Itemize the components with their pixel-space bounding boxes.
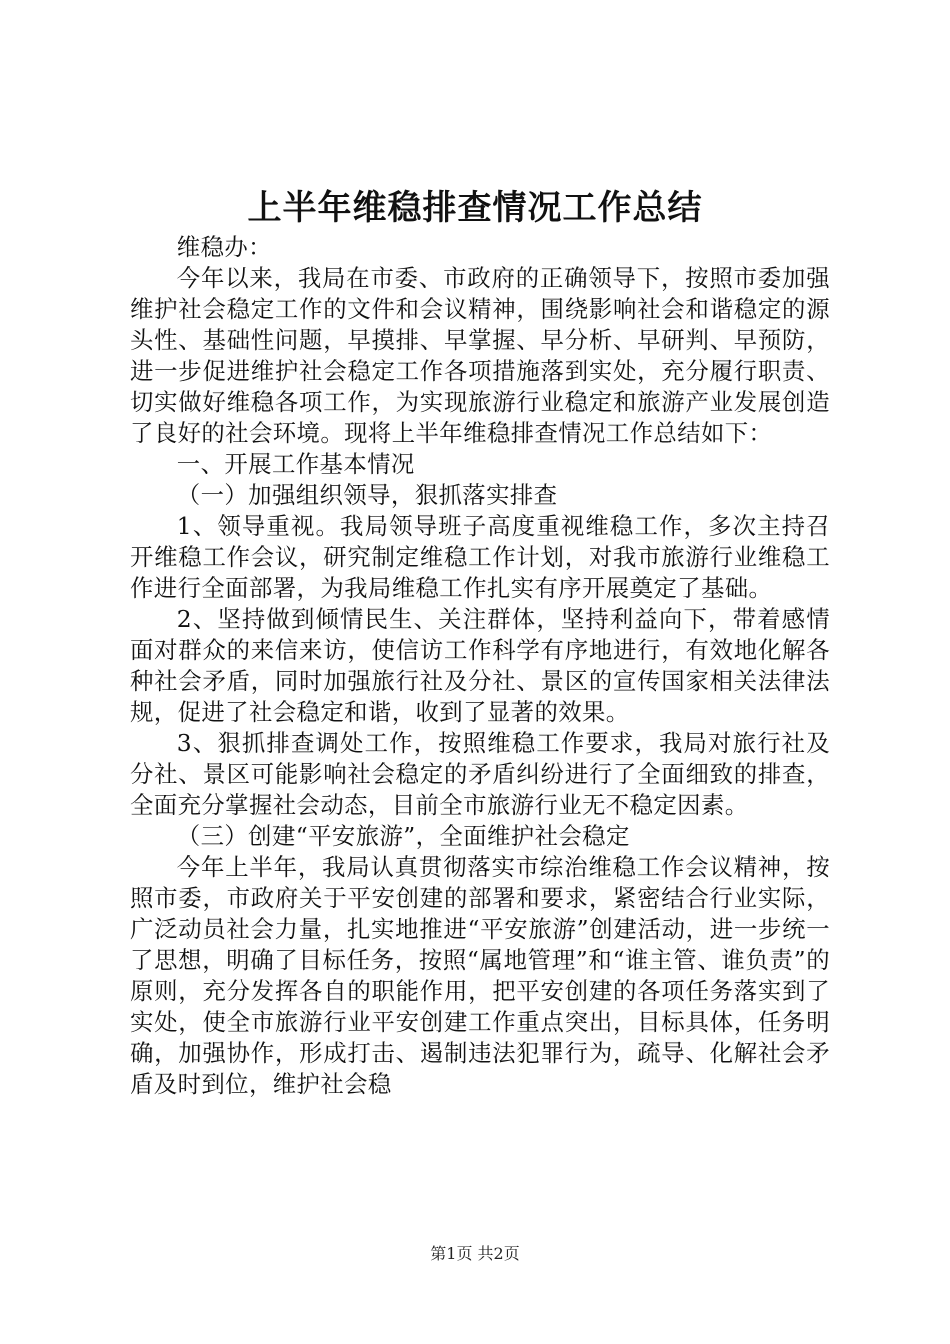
subsection-heading-3: （三）创建“平安旅游”，全面维护社会稳定: [176, 822, 630, 850]
subsection-heading-1: （一）加强组织领导，狠抓落实排查: [176, 481, 558, 509]
paragraph-intro: 今年以来，我局在市委、市政府的正确领导下，按照市委加强维护社会稳定工作的文件和会议精神，围绕影响社会和谐稳定的源头性、基础性问题，早摸排、早掌握、早分析、早研判、早预防，进一步促进维护社会稳定工作各项措施落到实处，充分履行职责、切实做好维稳各项工作，为实现旅游行业稳定和旅游产业发展创造了良好的社会环境。现将上半年维稳排查情况工作总结如下：: [130, 264, 830, 447]
document-body: [130, 232, 830, 1100]
section-heading-1: 一、开展工作基本情况: [176, 450, 415, 478]
page-footer: 第1页 共2页: [430, 1244, 520, 1263]
paragraph-addressee: 维稳办：: [176, 233, 272, 261]
document-title: 上半年维稳排查情况工作总结: [247, 188, 703, 228]
paragraph-safe-tourism: 今年上半年，我局认真贯彻落实市综治维稳工作会议精神，按照市委，市政府关于平安创建的部署和要求，紧密结合行业实际，广泛动员社会力量，扎实地推进“平安旅游”创建活动，进一步统一了思想，明确了目标任务，按照“属地管理”和“谁主管、谁负责”的原则，充分发挥各自的职能作用，把平安创建的各项任务落实到了实处，使全市旅游行业平安创建工作重点突出，目标具体，任务明确，加强协作，形成打击、遏制违法犯罪行为，疏导、化解社会矛盾及时到位，维护社会稳: [130, 853, 830, 1098]
paragraph-item-1: 1、领导重视。我局领导班子高度重视维稳工作，多次主持召开维稳工作会议，研究制定维稳工作计划，对我市旅游行业维稳工作进行全面部署，为我局维稳工作扎实有序开展奠定了基础。: [130, 512, 830, 602]
paragraph-item-2: 2、坚持做到倾情民生、关注群体，坚持利益向下，带着感情面对群众的来信来访，使信访工作科学有序地进行，有效地化解各种社会矛盾，同时加强旅行社及分社、景区的宣传国家相关法律法规，促进了社会稳定和谐，收到了显著的效果。: [130, 605, 830, 726]
paragraph-item-3: 3、狠抓排查调处工作，按照维稳工作要求，我局对旅行社及分社、景区可能影响社会稳定的矛盾纠纷进行了全面细致的排查，全面充分掌握社会动态，目前全市旅游行业无不稳定因素。: [130, 729, 830, 819]
